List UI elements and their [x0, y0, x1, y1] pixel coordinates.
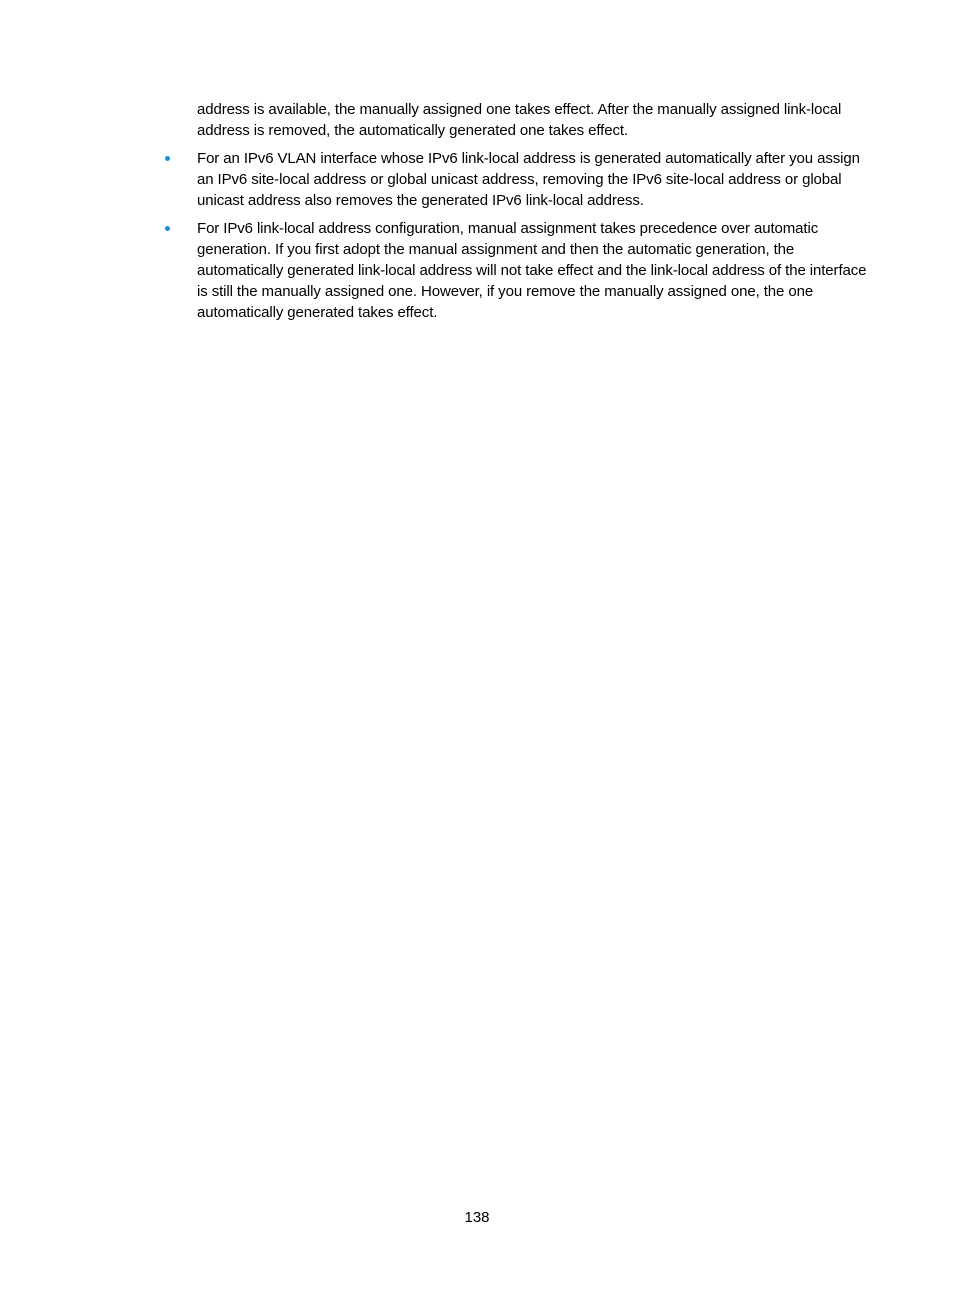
continuation-paragraph: address is available, the manually assigned one takes effect. After the manually assigned link-local address is removed, the automatically generated one takes effect. [197, 101, 842, 139]
bullet-dot-icon [165, 226, 170, 231]
bullet-dot-icon [165, 156, 170, 161]
page-number: 138 [464, 1209, 490, 1226]
bullet-text: For an IPv6 VLAN interface whose IPv6 link-local address is generated automatically after you assign an IPv6 site-local address or global unicast address, removing the IPv6 site-local address or global unicast address also removes the generated IPv6 link-local address. [197, 150, 860, 209]
document-body [0, 99, 954, 323]
bullet-text: For IPv6 link-local address configuration, manual assignment takes precedence over automatic generation. If you first adopt the manual assignment and then the automatic generation, the automatically generated link-local address will not take effect and the link-local address of the interface is still the manually assigned one. However, if you remove the manually assigned one, the one automatically generated takes effect. [197, 220, 867, 321]
bullet-list-item [0, 148, 954, 211]
bullet-list-item [0, 218, 954, 323]
